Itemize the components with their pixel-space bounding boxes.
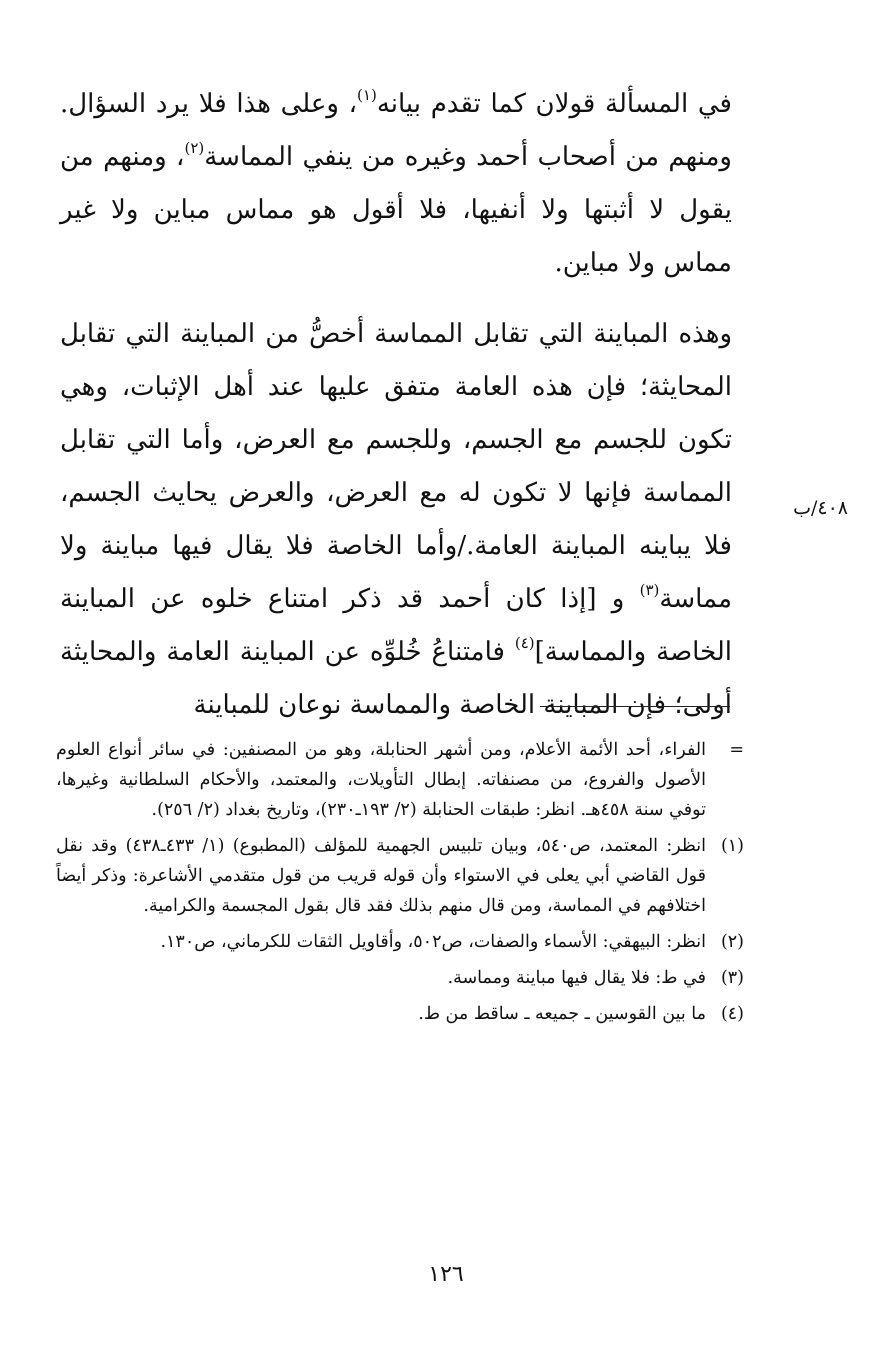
paragraph-text: في المسألة قولان كما تقدم بيانه — [376, 89, 732, 119]
footnote-text: الفراء، أحد الأئمة الأعلام، ومن أشهر الحنابلة، وهو من المصنفين: في سائر أنواع العلوم الأصول والفروع، من مصنفاته. إبطال التأويلات، والمعتمد، والأحكام السلطانية وغيرها، توفي سنة ٤٥٨هـ. انظر: طبقات الحنابلة (٢/ ١٩٣ـ٢٣٠)، وتاريخ بغداد (٢/ ٢٥٦). — [56, 740, 706, 820]
footnote-reference: (١) — [357, 86, 377, 104]
footnote — [56, 927, 744, 957]
footnote — [56, 831, 744, 921]
margin-manuscript-folio: ٤٠٨/ب — [793, 497, 848, 519]
footnote-reference: (٣) — [639, 581, 660, 599]
paragraph-text: ، وعلى هذا فلا يرد السؤال. ومنهم من أصحاب أحمد وغيره من ينفي المماسة — [60, 89, 732, 172]
paragraph — [60, 78, 732, 290]
footnote — [56, 963, 744, 993]
footnote-reference: (٤) — [514, 634, 535, 652]
footnote-number: (٣) — [720, 968, 744, 988]
footnote-number: (٤) — [720, 1004, 744, 1024]
paragraph-text: فامتناعُ خُلوِّه عن المباينة العامة والمحايثة أولى؛ فإن المباينة الخاصة والمماسة نوعان للمباينة — [60, 637, 732, 720]
footnote-number: = — [729, 740, 744, 760]
footnotes — [56, 735, 744, 1035]
page-number: ١٢٦ — [428, 1262, 464, 1287]
footnote-text: انظر: البيهقي: الأسماء والصفات، ص٥٠٢، وأقاويل الثقات للكرماني، ص١٣٠. — [160, 932, 706, 952]
footnote-separator — [540, 706, 730, 707]
main-text — [60, 78, 732, 732]
paragraph — [60, 308, 732, 732]
footnote — [56, 735, 744, 825]
footnote-text: في ط: فلا يقال فيها مباينة ومماسة. — [447, 968, 706, 988]
footnote — [56, 999, 744, 1029]
paragraph-text: وهذه المباينة التي تقابل المماسة أخصُّ من المباينة التي تقابل المحايثة؛ فإن هذه العامة متفق عليها عند أهل الإثبات، وهي تكون للجسم مع الجسم، وللجسم مع العرض، وأما التي تقابل المماسة فإنها لا تكون له مع العرض، والعرض يحايث الجسم، فلا يباينه المباينة العامة./وأما الخاصة فلا يقال فيها مباينة ولا مماسة — [60, 319, 732, 614]
paragraph-text: ، ومنهم من يقول لا أثبتها ولا أنفيها، فلا أقول هو مماس مباين ولا غير مماس ولا مباين. — [60, 142, 732, 278]
footnote-number: (٢) — [720, 932, 744, 952]
footnote-text: ما بين القوسين ـ جميعه ـ ساقط من ط. — [418, 1004, 706, 1024]
footnote-reference: (٢) — [184, 139, 205, 157]
footnote-number: (١) — [720, 836, 744, 856]
footnote-text: انظر: المعتمد، ص٥٤٠، وبيان تلبيس الجهمية للمؤلف (المطبوع) (١/ ٤٣٣ـ٤٣٨) وقد نقل قول القاضي أبي يعلى في الاستواء وأن قوله قريب من قول متقدمي الأشاعرة: وذكر أيضاً اختلافهم في المماسة، ومن قال منهم بذلك فقد قال بقول المجسمة والكرامية. — [56, 836, 706, 916]
paragraph-text: و [إذا كان أحمد قد ذكر امتناع خلوه عن المباينة الخاصة والمماسة] — [60, 584, 732, 667]
